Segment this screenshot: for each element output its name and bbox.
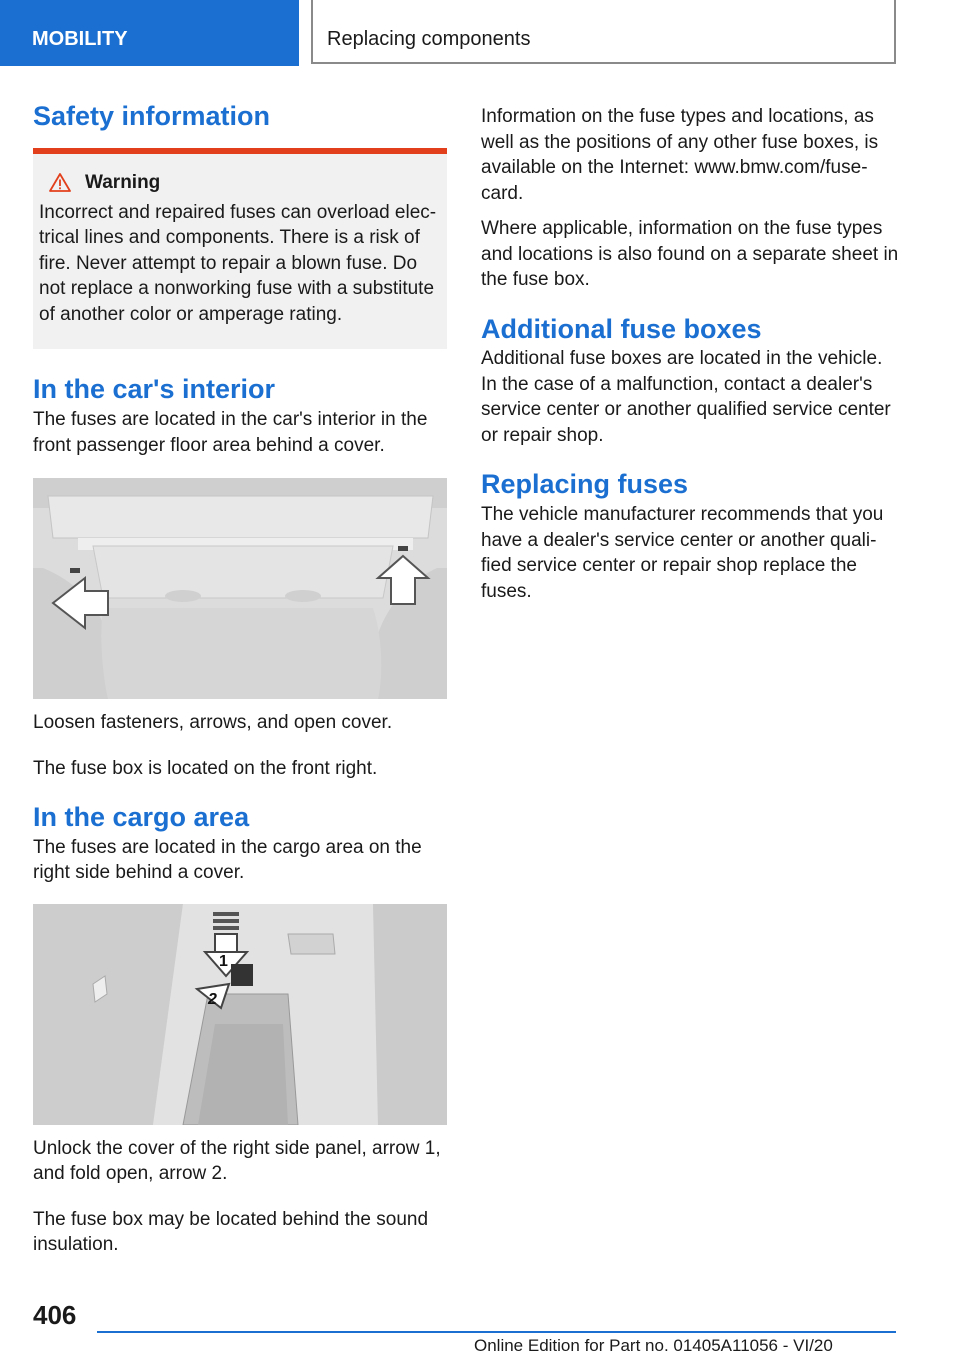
fuse-sheet-info: Where applicable, information on the fuse types and locations is also found on a separate sheet in the fuse box. [481, 218, 899, 290]
page-number: 406 [33, 1300, 77, 1330]
warning-text: Incorrect and repaired fuses can overload electrical lines and components. There is a risk of fire. Never attempt to repair a blown fuse. Do not replace a nonworking fuse with a substitute of another color or amperage rating. [39, 201, 437, 325]
warning-box [33, 148, 447, 350]
right-column [481, 104, 899, 604]
interior-caption-2: The fuse box is located on the front right. [33, 757, 378, 779]
interior-heading: In the car's interior [33, 374, 275, 405]
warning-label: Warning [85, 171, 161, 193]
edition-info: Online Edition for Part no. 01405A11056 - VI/20 [474, 1336, 833, 1355]
fuse-card-info: Information on the fuse types and locations, as well as the positions of any other fuse boxes, is available on the Internet: www.bmw.com/fuse-card. [481, 106, 879, 204]
replacing-fuses-text: The vehicle manufacturer recommends that you have a dealer's service center or another qualified service center or repair shop replace the fuses. [481, 504, 884, 602]
cargo-caption-1: Unlock the cover of the right side panel, arrow 1, and fold open, arrow 2. [33, 1137, 441, 1185]
additional-fuse-boxes-heading: Additional fuse boxes [481, 313, 762, 344]
interior-text: The fuses are located in the car's interior in the front passenger floor area behind a cover. [33, 409, 428, 456]
section-title: Replacing components [311, 0, 896, 64]
safety-heading: Safety information [33, 101, 271, 131]
interior-fuse-cover-illustration [33, 478, 447, 699]
cargo-arrow-2-label: 2 [208, 990, 217, 1008]
warning-title [49, 172, 437, 194]
cargo-arrow-1-label: 1 [219, 952, 228, 970]
left-column [33, 100, 447, 1258]
chapter-tab: MOBILITY [0, 0, 299, 66]
footer-rule [97, 1331, 896, 1333]
additional-fuse-boxes-text: Additional fuse boxes are located in the vehicle. In the case of a malfunction, contact a dealer's service center or another qualified service center or repair shop. [481, 348, 891, 446]
cargo-fuse-cover-illustration [33, 904, 447, 1125]
cargo-caption-2: The fuse box may be located behind the sound insulation. [33, 1208, 429, 1256]
cargo-heading: In the cargo area [33, 802, 250, 832]
replacing-fuses-heading: Replacing fuses [481, 469, 689, 500]
warning-triangle-icon [49, 173, 71, 192]
cargo-text: The fuses are located in the cargo area on the right side behind a cover. [33, 836, 422, 884]
interior-caption-1: Loosen fasteners, arrows, and open cover. [33, 712, 393, 733]
